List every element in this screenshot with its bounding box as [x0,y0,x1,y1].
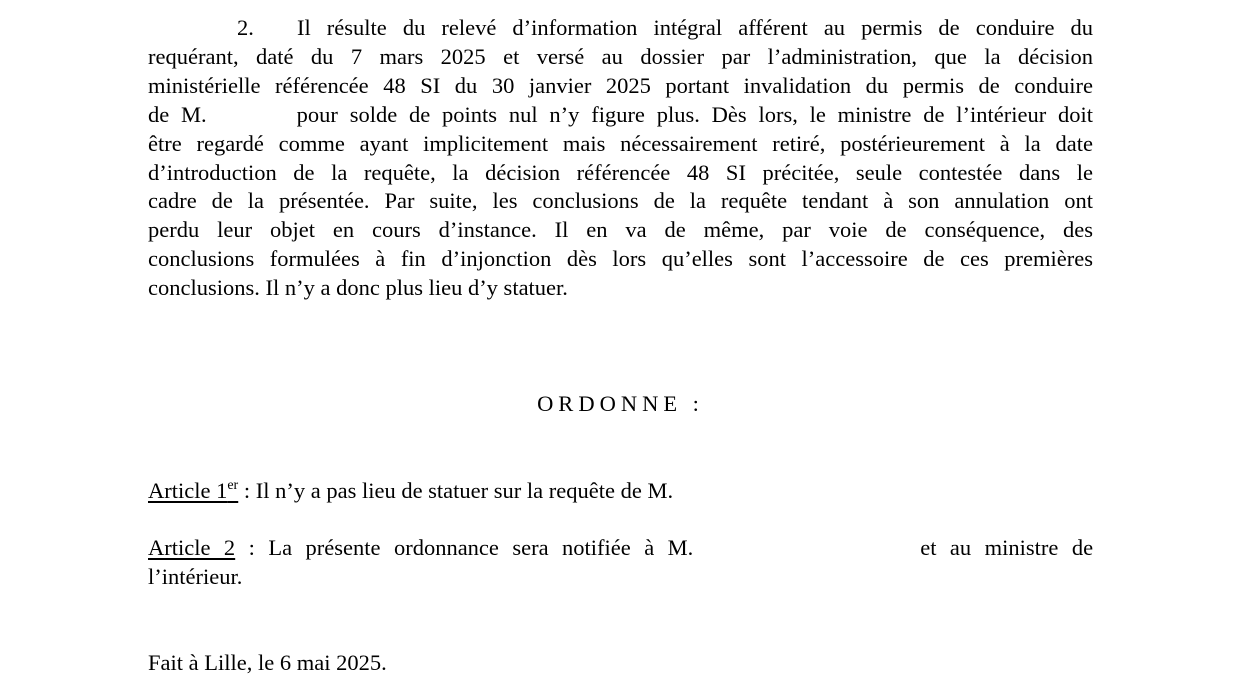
paragraph-line: 2. Il résulte du relevé d’information intégral afférent au permis de conduire du [148,14,1093,43]
paragraph-line: perdu leur objet en cours d’instance. Il en va de même, par voie de conséquence, des [148,217,1093,243]
article-1-text: : Il n’y a pas lieu de statuer sur la requête de M. [238,478,674,503]
paragraph-line: ministérielle référencée 48 SI du 30 janvier 2025 portant invalidation du permis de conduire [148,72,1093,98]
article-2-label: Article 2 [148,535,236,560]
article-2 [148,534,1093,592]
ordonne-heading: ORDONNE : [537,391,704,416]
article-1 [148,477,1093,506]
signoff: Fait à Lille, le 6 mai 2025. [148,650,387,675]
article-2-line: l’intérieur. [148,563,243,589]
paragraph-line: requérant, daté du 7 mars 2025 et versé au dossier par l’administration, que la décision [148,43,1093,69]
article-2-line: Article 2 : La présente ordonnance sera notifiée à M. et au ministre de [148,535,1094,560]
article-1-superscript: er [227,478,239,493]
paragraph-line: être regardé comme ayant implicitement mais nécessairement retiré, postérieurement à la date [148,130,1093,156]
paragraph-line: d’introduction de la requête, la décision référencée 48 SI précitée, seule contestée dans le [148,159,1093,185]
paragraph-line: de M. pour solde de points nul n’y figure plus. Dès lors, le ministre de l’intérieur doit [148,101,1093,127]
paragraph-line: conclusions formulées à fin d’injonction dès lors qu’elles sont l’accessoire de ces premières [148,246,1093,272]
paragraph-line: conclusions. Il n’y a donc plus lieu d’y statuer. [148,275,568,301]
paragraph-number: 2. [237,15,254,40]
paragraph-line: cadre de la présentée. Par suite, les conclusions de la requête tendant à son annulation ont [148,188,1093,214]
document-page [148,14,1094,675]
article-1-label: Article 1er [148,478,239,503]
paragraph-2 [148,14,1093,303]
